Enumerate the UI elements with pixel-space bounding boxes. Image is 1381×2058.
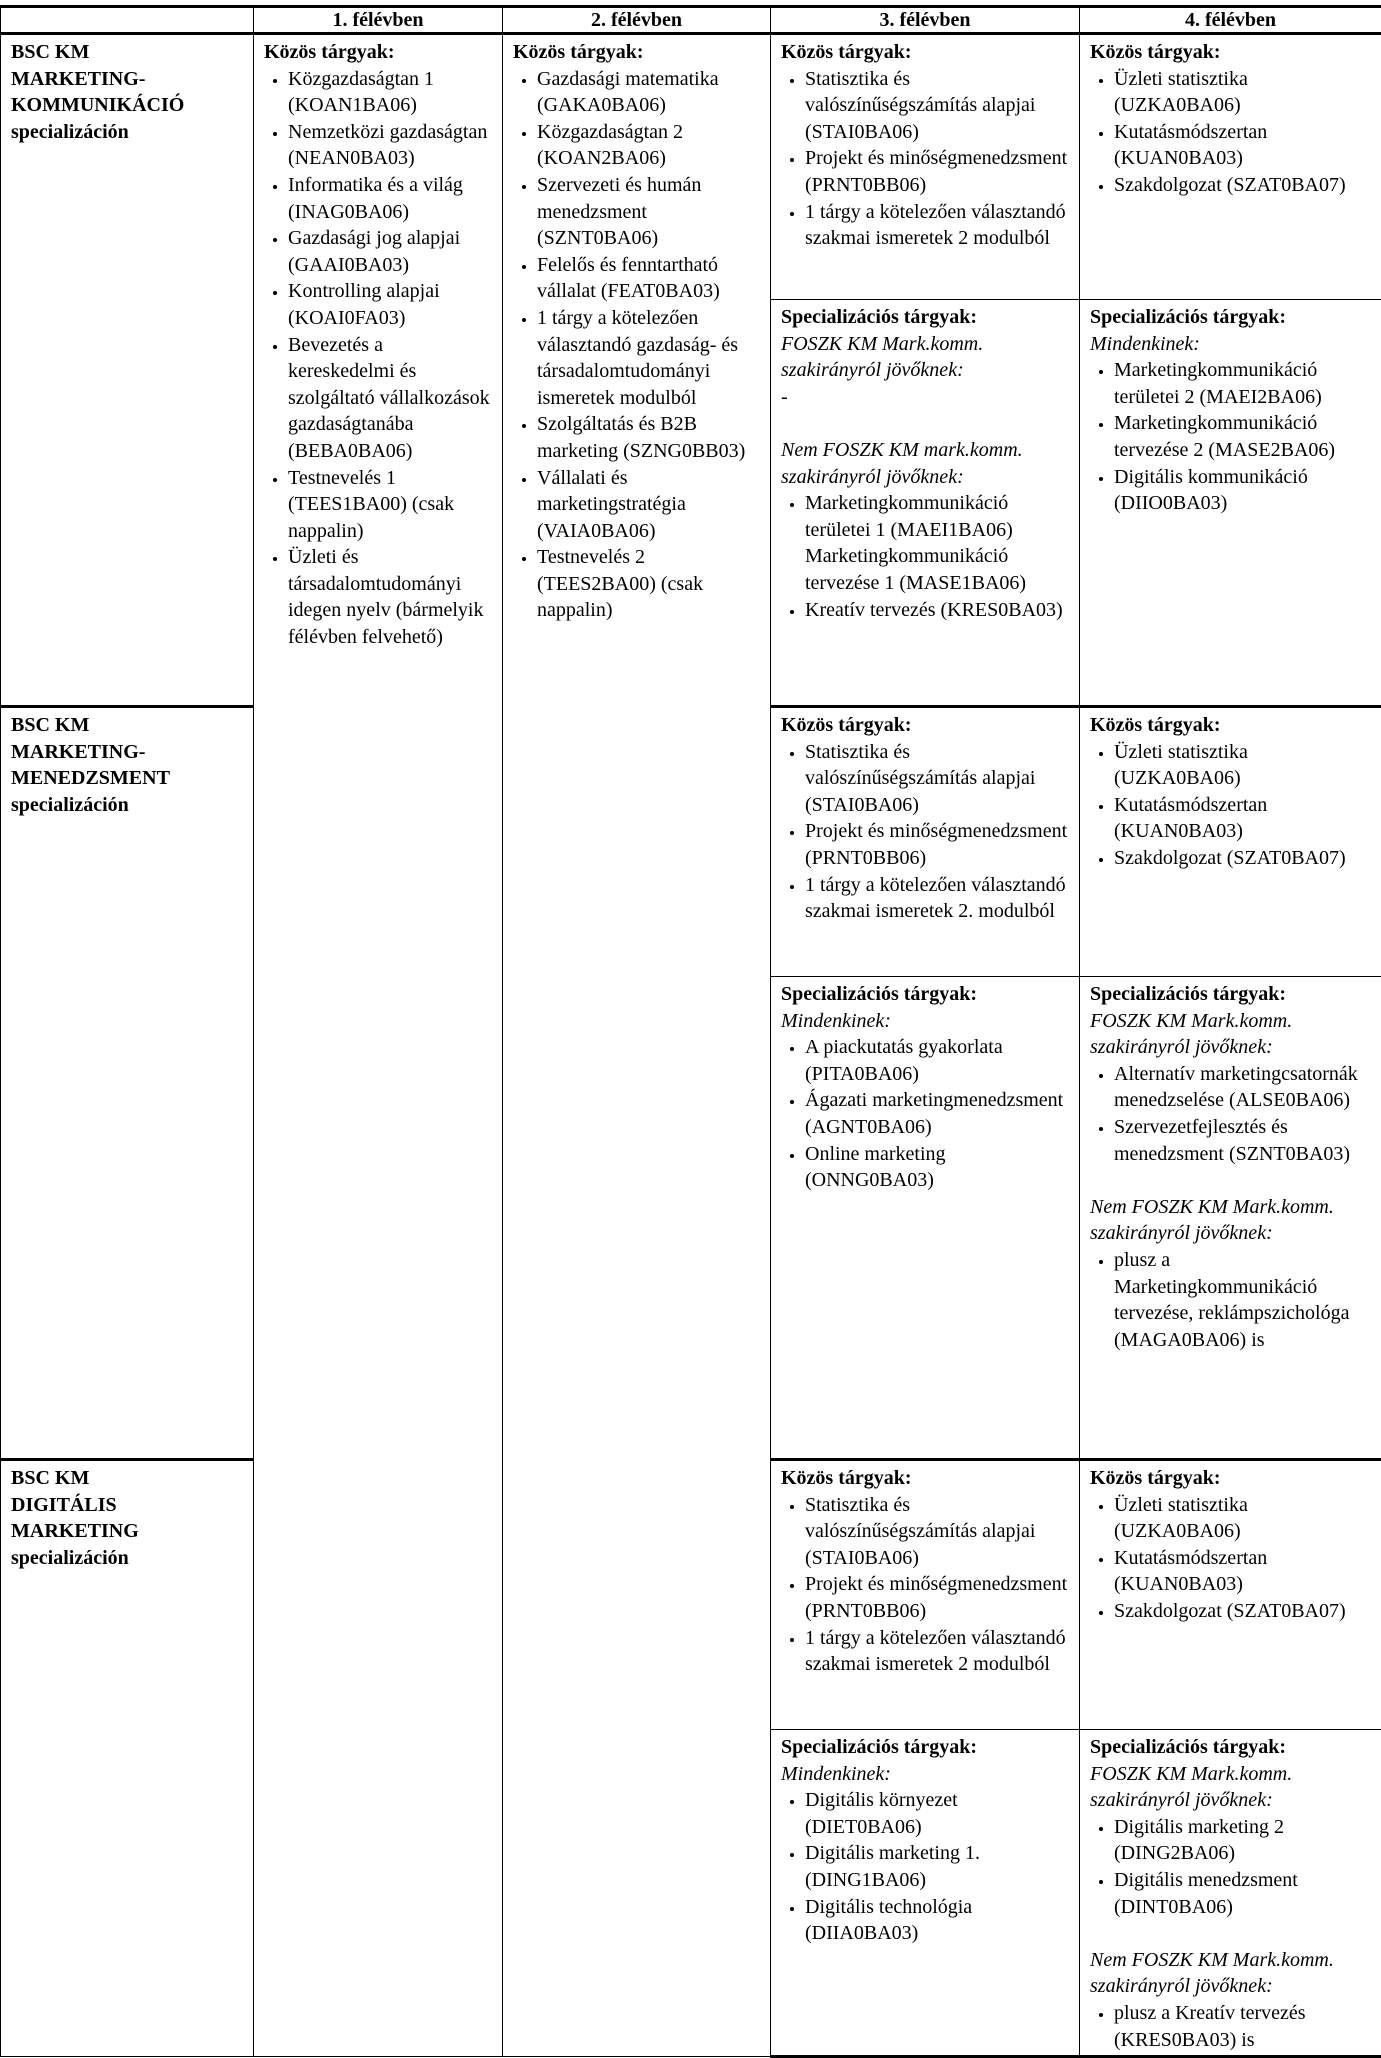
dm-sem4-common-cell xyxy=(1080,1460,1381,1730)
header-semester-3: 3. félévben xyxy=(771,7,1080,34)
mm-sem3-common-list xyxy=(781,739,1071,925)
header-semester-2: 2. félévben xyxy=(503,7,771,34)
group-note: Mindenkinek: xyxy=(781,1009,891,1032)
list-item: • 1 tárgy a kötelezően választandó szakmai ismeretek 2 modulból xyxy=(805,1625,1071,1678)
block-title: Közös tárgyak: xyxy=(1090,714,1221,736)
mm-sem3-spec-cell xyxy=(771,977,1080,1460)
list-item: • Közgazdaságtan 1 (KOAN1BA06) xyxy=(288,66,494,119)
list-item: • Üzleti statisztika (UZKA0BA06) xyxy=(1114,66,1373,119)
group-note: Nem FOSZK KM Mark.komm. szakirányról jövőknek: xyxy=(1090,1948,1334,1998)
mk-sem3-spec-list xyxy=(781,490,1071,623)
header-semester-1: 1. félévben xyxy=(254,7,503,34)
list-item: • Bevezetés a kereskedelmi és szolgáltató vállalkozások gazdaságtanába (BEBA0BA06) xyxy=(288,332,494,465)
mm-sem4-spec-list-1 xyxy=(1090,1061,1373,1167)
mk-sem4-common-list xyxy=(1090,66,1373,199)
list-item: • Szervezetfejlesztés és menedzsment (SZNT0BA03) xyxy=(1114,1114,1373,1167)
dm-sem4-spec-list-2 xyxy=(1090,2000,1373,2053)
list-item: • Gazdasági jog alapjai (GAAI0BA03) xyxy=(288,225,494,278)
list-item: • plusz a Marketingkommunikáció tervezése, reklámpszichológa (MAGA0BA06) is xyxy=(1114,1247,1373,1353)
semester-1-list xyxy=(264,66,494,651)
mm-sem4-common-list xyxy=(1090,739,1373,872)
mk-sem4-spec-list xyxy=(1090,357,1373,517)
group-note: FOSZK KM Mark.komm. szakirányról jövőknek: xyxy=(1090,1009,1293,1059)
list-item: • 1 tárgy a kötelezően választandó gazdaság- és társadalomtudományi ismeretek modulból xyxy=(537,305,762,411)
block-title: Specializációs tárgyak: xyxy=(1090,1736,1287,1758)
list-item: • Szakdolgozat (SZAT0BA07) xyxy=(1114,845,1373,872)
spec-label: BSC KM MARKETING-MENEDZSMENT specializáción xyxy=(11,714,170,816)
spec-label: BSC KM DIGITÁLIS MARKETING specializáción xyxy=(11,1467,139,1569)
list-item: • Kutatásmódszertan (KUAN0BA03) xyxy=(1114,1545,1373,1598)
header-row xyxy=(1,7,1381,34)
block-title: Közös tárgyak: xyxy=(1090,41,1221,63)
list-item: • Digitális marketing 2 (DING2BA06) xyxy=(1114,1814,1373,1867)
list-item: • Alternatív marketingcsatornák menedzselése (ALSE0BA06) xyxy=(1114,1061,1373,1114)
dm-sem4-spec-list-1 xyxy=(1090,1814,1373,1920)
spacer xyxy=(781,410,1071,437)
list-item: • Marketingkommunikáció területei 1 (MAEI1BA06) Marketingkommunikáció tervezése 1 (MASE1BA06) xyxy=(805,490,1071,596)
list-item: • Közgazdaságtan 2 (KOAN2BA06) xyxy=(537,119,762,172)
list-item: • Szolgáltatás és B2B marketing (SZNG0BB03) xyxy=(537,411,762,464)
dm-sem3-common-cell xyxy=(771,1460,1080,1730)
block-title: Közös tárgyak: xyxy=(781,1467,912,1489)
block-title: Specializációs tárgyak: xyxy=(781,1736,978,1758)
header-empty xyxy=(1,7,254,34)
list-item: • Statisztika és valószínűségszámítás alapjai (STAI0BA06) xyxy=(805,66,1071,146)
mk-sem3-common-cell xyxy=(771,34,1080,300)
mk-sem3-spec-cell xyxy=(771,300,1080,707)
mk-common-row xyxy=(1,34,1381,300)
list-item: • Szervezeti és humán menedzsment (SZNT0BA06) xyxy=(537,172,762,252)
group-note: Mindenkinek: xyxy=(781,1762,891,1785)
spec-label: BSC KM MARKETING-KOMMUNIKÁCIÓ specializáción xyxy=(11,41,185,143)
block-title: Közös tárgyak: xyxy=(781,41,912,63)
block-title: Specializációs tárgyak: xyxy=(1090,306,1287,328)
group-note: Nem FOSZK KM Mark.komm. szakirányról jövőknek: xyxy=(1090,1195,1334,1245)
list-item: • Digitális környezet (DIET0BA06) xyxy=(805,1787,1071,1840)
list-item: • Projekt és minőségmenedzsment (PRNT0BB06) xyxy=(805,145,1071,198)
list-item: • plusz a Kreatív tervezés (KRES0BA03) is xyxy=(1114,2000,1373,2053)
group-note: FOSZK KM Mark.komm. szakirányról jövőknek: xyxy=(1090,1762,1293,1812)
list-item: • Statisztika és valószínűségszámítás alapjai (STAI0BA06) xyxy=(805,739,1071,819)
dm-sem4-spec-cell xyxy=(1080,1730,1381,2057)
list-item: • Felelős és fenntartható vállalat (FEAT0BA03) xyxy=(537,252,762,305)
list-item: • Digitális menedzsment (DINT0BA06) xyxy=(1114,1867,1373,1920)
dm-sem4-common-list xyxy=(1090,1492,1373,1625)
spacer xyxy=(1090,1920,1373,1947)
list-item: • 1 tárgy a kötelezően választandó szakmai ismeretek 2 modulból xyxy=(805,199,1071,252)
list-item: • Kontrolling alapjai (KOAI0FA03) xyxy=(288,278,494,331)
group-note: Nem FOSZK KM mark.komm. szakirányról jövőknek: xyxy=(781,438,1023,488)
block-title: Közös tárgyak: xyxy=(264,41,395,63)
block-title: Közös tárgyak: xyxy=(513,41,644,63)
list-item: • Szakdolgozat (SZAT0BA07) xyxy=(1114,172,1373,199)
list-item: • Digitális kommunikáció (DIIO0BA03) xyxy=(1114,464,1373,517)
list-item: • Informatika és a világ (INAG0BA06) xyxy=(288,172,494,225)
list-item: • Testnevelés 1 (TEES1BA00) (csak nappalin) xyxy=(288,465,494,545)
list-item: • 1 tárgy a kötelezően választandó szakmai ismeretek 2. modulból xyxy=(805,872,1071,925)
list-item: • Digitális technológia (DIIA0BA03) xyxy=(805,1894,1071,1947)
block-title: Specializációs tárgyak: xyxy=(781,983,978,1005)
spec-name-mk xyxy=(1,34,254,707)
dm-sem3-common-list xyxy=(781,1492,1071,1678)
list-item: • Üzleti statisztika (UZKA0BA06) xyxy=(1114,739,1373,792)
list-item: • Ágazati marketingmenedzsment (AGNT0BA06) xyxy=(805,1087,1071,1140)
curriculum-table xyxy=(0,5,1381,2058)
mm-sem4-common-cell xyxy=(1080,707,1381,977)
list-item: • Kreatív tervezés (KRES0BA03) xyxy=(805,597,1071,624)
block-title: Specializációs tárgyak: xyxy=(781,306,978,328)
group-note: FOSZK KM Mark.komm. szakirányról jövőknek: xyxy=(781,332,984,382)
list-item: • Gazdasági matematika (GAKA0BA06) xyxy=(537,66,762,119)
dm-sem3-spec-list xyxy=(781,1787,1071,1947)
dm-sem3-spec-cell xyxy=(771,1730,1080,2057)
mm-sem3-common-cell xyxy=(771,707,1080,977)
list-item: • Nemzetközi gazdaságtan (NEAN0BA03) xyxy=(288,119,494,172)
spacer xyxy=(1090,1167,1373,1194)
block-title: Közös tárgyak: xyxy=(1090,1467,1221,1489)
list-item: • Testnevelés 2 (TEES2BA00) (csak nappalin) xyxy=(537,544,762,624)
list-item: • Digitális marketing 1. (DING1BA06) xyxy=(805,1840,1071,1893)
list-item: • Szakdolgozat (SZAT0BA07) xyxy=(1114,1598,1373,1625)
mm-sem4-spec-list-2 xyxy=(1090,1247,1373,1353)
semester-1-cell xyxy=(254,34,503,2057)
list-item: • Vállalati és marketingstratégia (VAIA0BA06) xyxy=(537,465,762,545)
list-item: • Projekt és minőségmenedzsment (PRNT0BB06) xyxy=(805,1571,1071,1624)
mk-sem4-common-cell xyxy=(1080,34,1381,300)
list-item: • Kutatásmódszertan (KUAN0BA03) xyxy=(1114,792,1373,845)
header-semester-4: 4. félévben xyxy=(1080,7,1381,34)
list-item: • Online marketing (ONNG0BA03) xyxy=(805,1141,1071,1194)
semester-2-list xyxy=(513,66,762,624)
mm-sem4-spec-cell xyxy=(1080,977,1381,1460)
spec-name-dm xyxy=(1,1460,254,2057)
mm-sem3-spec-list xyxy=(781,1034,1071,1194)
list-item: • Üzleti és társadalomtudományi idegen nyelv (bármelyik félévben felvehető) xyxy=(288,544,494,650)
list-item: • Kutatásmódszertan (KUAN0BA03) xyxy=(1114,119,1373,172)
spec-name-mm xyxy=(1,707,254,1460)
list-item: • Projekt és minőségmenedzsment (PRNT0BB06) xyxy=(805,818,1071,871)
group-note: Mindenkinek: xyxy=(1090,332,1200,355)
mk-sem4-spec-cell xyxy=(1080,300,1381,707)
list-item: • Üzleti statisztika (UZKA0BA06) xyxy=(1114,1492,1373,1545)
block-title: Közös tárgyak: xyxy=(781,714,912,736)
list-item: • Marketingkommunikáció területei 2 (MAEI2BA06) xyxy=(1114,357,1373,410)
block-title: Specializációs tárgyak: xyxy=(1090,983,1287,1005)
list-item: • A piackutatás gyakorlata (PITA0BA06) xyxy=(805,1034,1071,1087)
list-item: • Statisztika és valószínűségszámítás alapjai (STAI0BA06) xyxy=(805,1492,1071,1572)
list-item: • Marketingkommunikáció tervezése 2 (MASE2BA06) xyxy=(1114,410,1373,463)
semester-2-cell xyxy=(503,34,771,2057)
mk-sem3-common-list xyxy=(781,66,1071,252)
empty-dash: - xyxy=(781,385,788,408)
